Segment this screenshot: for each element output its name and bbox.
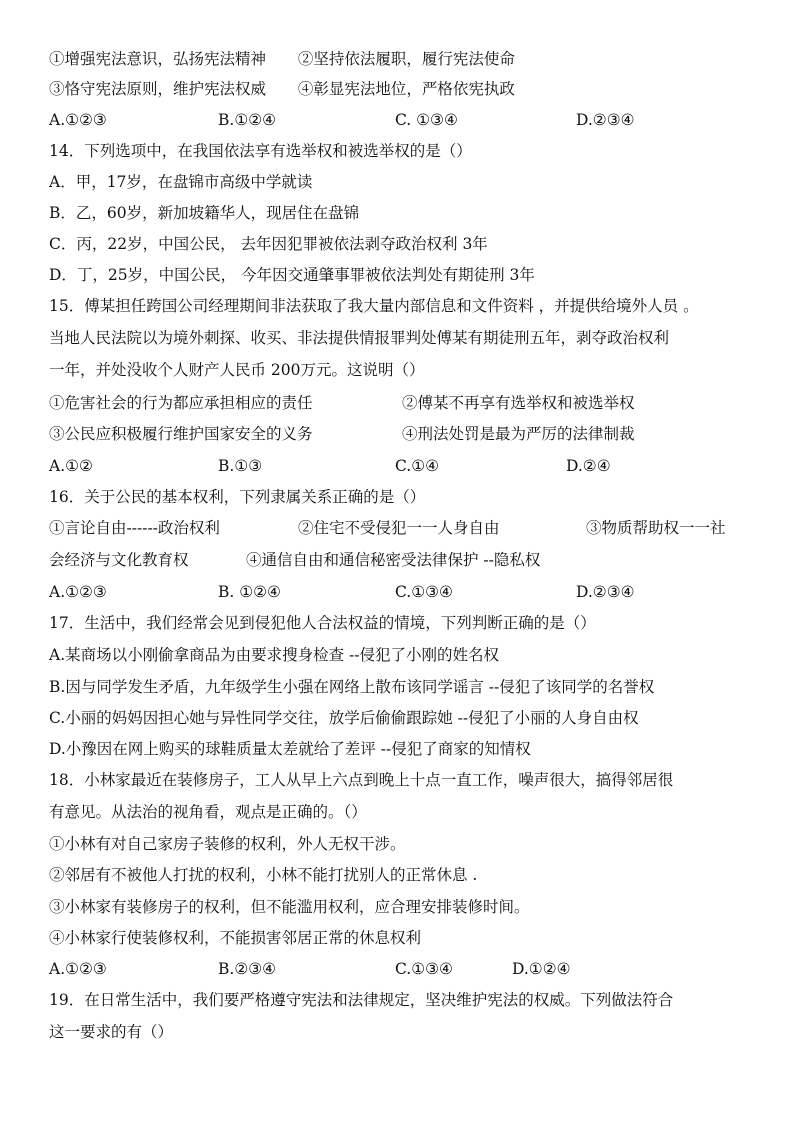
q14-stem: 14．下列选项中，在我国依法享有选举权和被选举权的是（） (49, 142, 472, 160)
q16-statement-3-part-1: ③物质帮助权一一社 (586, 519, 726, 537)
q13-option-d: D.②③④ (576, 111, 635, 129)
q13-statement-1: ①增强宪法意识，弘扬宪法精神 (49, 50, 267, 68)
q16-option-d: D.②③④ (576, 583, 635, 601)
q18-option-d: D.①②④ (512, 960, 571, 978)
q15-option-d: D.②④ (566, 457, 611, 475)
q15-option-b: B.①③ (218, 457, 263, 475)
q18-statement-2: ②邻居有不被他人打扰的权利，小林不能打扰别人的正常休息 . (49, 866, 478, 884)
q19-stem-line-2: 这一要求的有（） (49, 1023, 174, 1041)
q15-stem-line-3: 一年，并处没收个人财产人民币 200万元。这说明（） (49, 361, 425, 379)
q15-statement-2: ②傅某不再享有选举权和被选举权 (402, 394, 635, 412)
q13-option-c: C. ①③④ (395, 111, 458, 129)
q18-option-b: B.②③④ (218, 960, 277, 978)
q18-option-a: A.①②③ (49, 960, 107, 978)
q13-option-a: A.①②③ (49, 111, 107, 129)
q18-stem-line-1: 18．小林家最近在装修房子，工人从早上六点到晚上十点一直工作，噪声很大，搞得邻居很 (49, 771, 674, 789)
q15-stem-line-2: 当地人民法院以为境外刺探、收买、非法提供情报罪判处傅某有期徒刑五年，剥夺政治权利 (49, 329, 670, 347)
q15-stem-line-1: 15．傅某担任跨国公司经理期间非法获取了我大量内部信息和文件资料 ，并提供给境外人员 。 (49, 297, 699, 315)
q16-option-c: C.①③④ (395, 583, 453, 601)
q18-statement-3: ③小林家有装修房子的权利，但不能滥用权利，应合理安排装修时间。 (49, 898, 530, 916)
q17-choice-d: D.小豫因在网上购买的球鞋质量太差就给了差评 --侵犯了商家的知情权 (49, 740, 531, 758)
q16-stem: 16．关于公民的基本权利，下列隶属关系正确的是（） (49, 488, 426, 506)
q14-choice-d: D．丁，25岁，中国公民， 今年因交通肇事罪被依法判处有期徒刑 3年 (49, 266, 535, 284)
q13-statements-row-1 (49, 47, 515, 71)
q15-statement-3: ③公民应积极履行维护国家安全的义务 (49, 425, 313, 443)
q13-statement-3: ③恪守宪法原则，维护宪法权威 (49, 80, 267, 98)
q13-statement-2: ②坚持依法履职，履行宪法使命 (297, 50, 515, 68)
q13-statements-row-2 (49, 77, 515, 101)
q18-statement-4: ④小林家行使装修权利，不能损害邻居正常的休息权利 (49, 929, 422, 947)
q16-statement-4: ④通信自由和通信秘密受法律保护 --隐私权 (246, 551, 541, 569)
q15-option-c: C.①④ (395, 457, 440, 475)
q16-option-b: B. ①②④ (218, 583, 281, 601)
q18-option-c: C.①③④ (395, 960, 453, 978)
q17-stem: 17．生活中，我们经常会见到侵犯他人合法权益的情境，下列判断正确的是（） (49, 614, 596, 632)
q14-choice-c: C．丙，22岁，中国公民， 去年因犯罪被依法剥夺政治权利 3年 (49, 235, 488, 253)
q15-statement-4: ④刑法处罚是最为严厉的法律制裁 (402, 425, 635, 443)
q16-option-a: A.①②③ (49, 583, 107, 601)
q18-statement-1: ①小林有对自己家房子装修的权利，外人无权干涉。 (49, 835, 406, 853)
q13-statement-4: ④彰显宪法地位，严格依宪执政 (297, 80, 515, 98)
q16-statement-3-part-2: 会经济与文化教育权 (49, 551, 189, 569)
q14-choice-b: B．乙，60岁，新加坡籍华人，现居住在盘锦 (49, 204, 360, 222)
q19-stem-line-1: 19．在日常生活中，我们要严格遵守宪法和法律规定，坚决维护宪法的权威。下列做法符合 (49, 991, 674, 1009)
q15-option-a: A.①② (49, 457, 93, 475)
q17-choice-b: B.因与同学发生矛盾，九年级学生小强在网络上散布该同学谣言 --侵犯了该同学的名誉权 (49, 678, 655, 696)
q16-statement-2: ②住宅不受侵犯一一人身自由 (298, 519, 500, 537)
q13-option-b: B.①②④ (218, 111, 277, 129)
q16-statement-1: ①言论自由------政治权利 (49, 519, 220, 537)
q15-statement-1: ①危害社会的行为都应承担相应的责任 (49, 394, 313, 412)
q18-stem-line-2: 有意见。从法治的视角看，观点是正确的。（） (49, 803, 367, 821)
q17-choice-c: C.小丽的妈妈因担心她与异性同学交往，放学后偷偷跟踪她 --侵犯了小丽的人身自由权 (49, 709, 639, 727)
q17-choice-a: A.某商场以小刚偷拿商品为由要求搜身检查 --侵犯了小刚的姓名权 (49, 646, 500, 664)
q14-choice-a: A．甲，17岁，在盘锦市高级中学就读 (49, 173, 313, 191)
